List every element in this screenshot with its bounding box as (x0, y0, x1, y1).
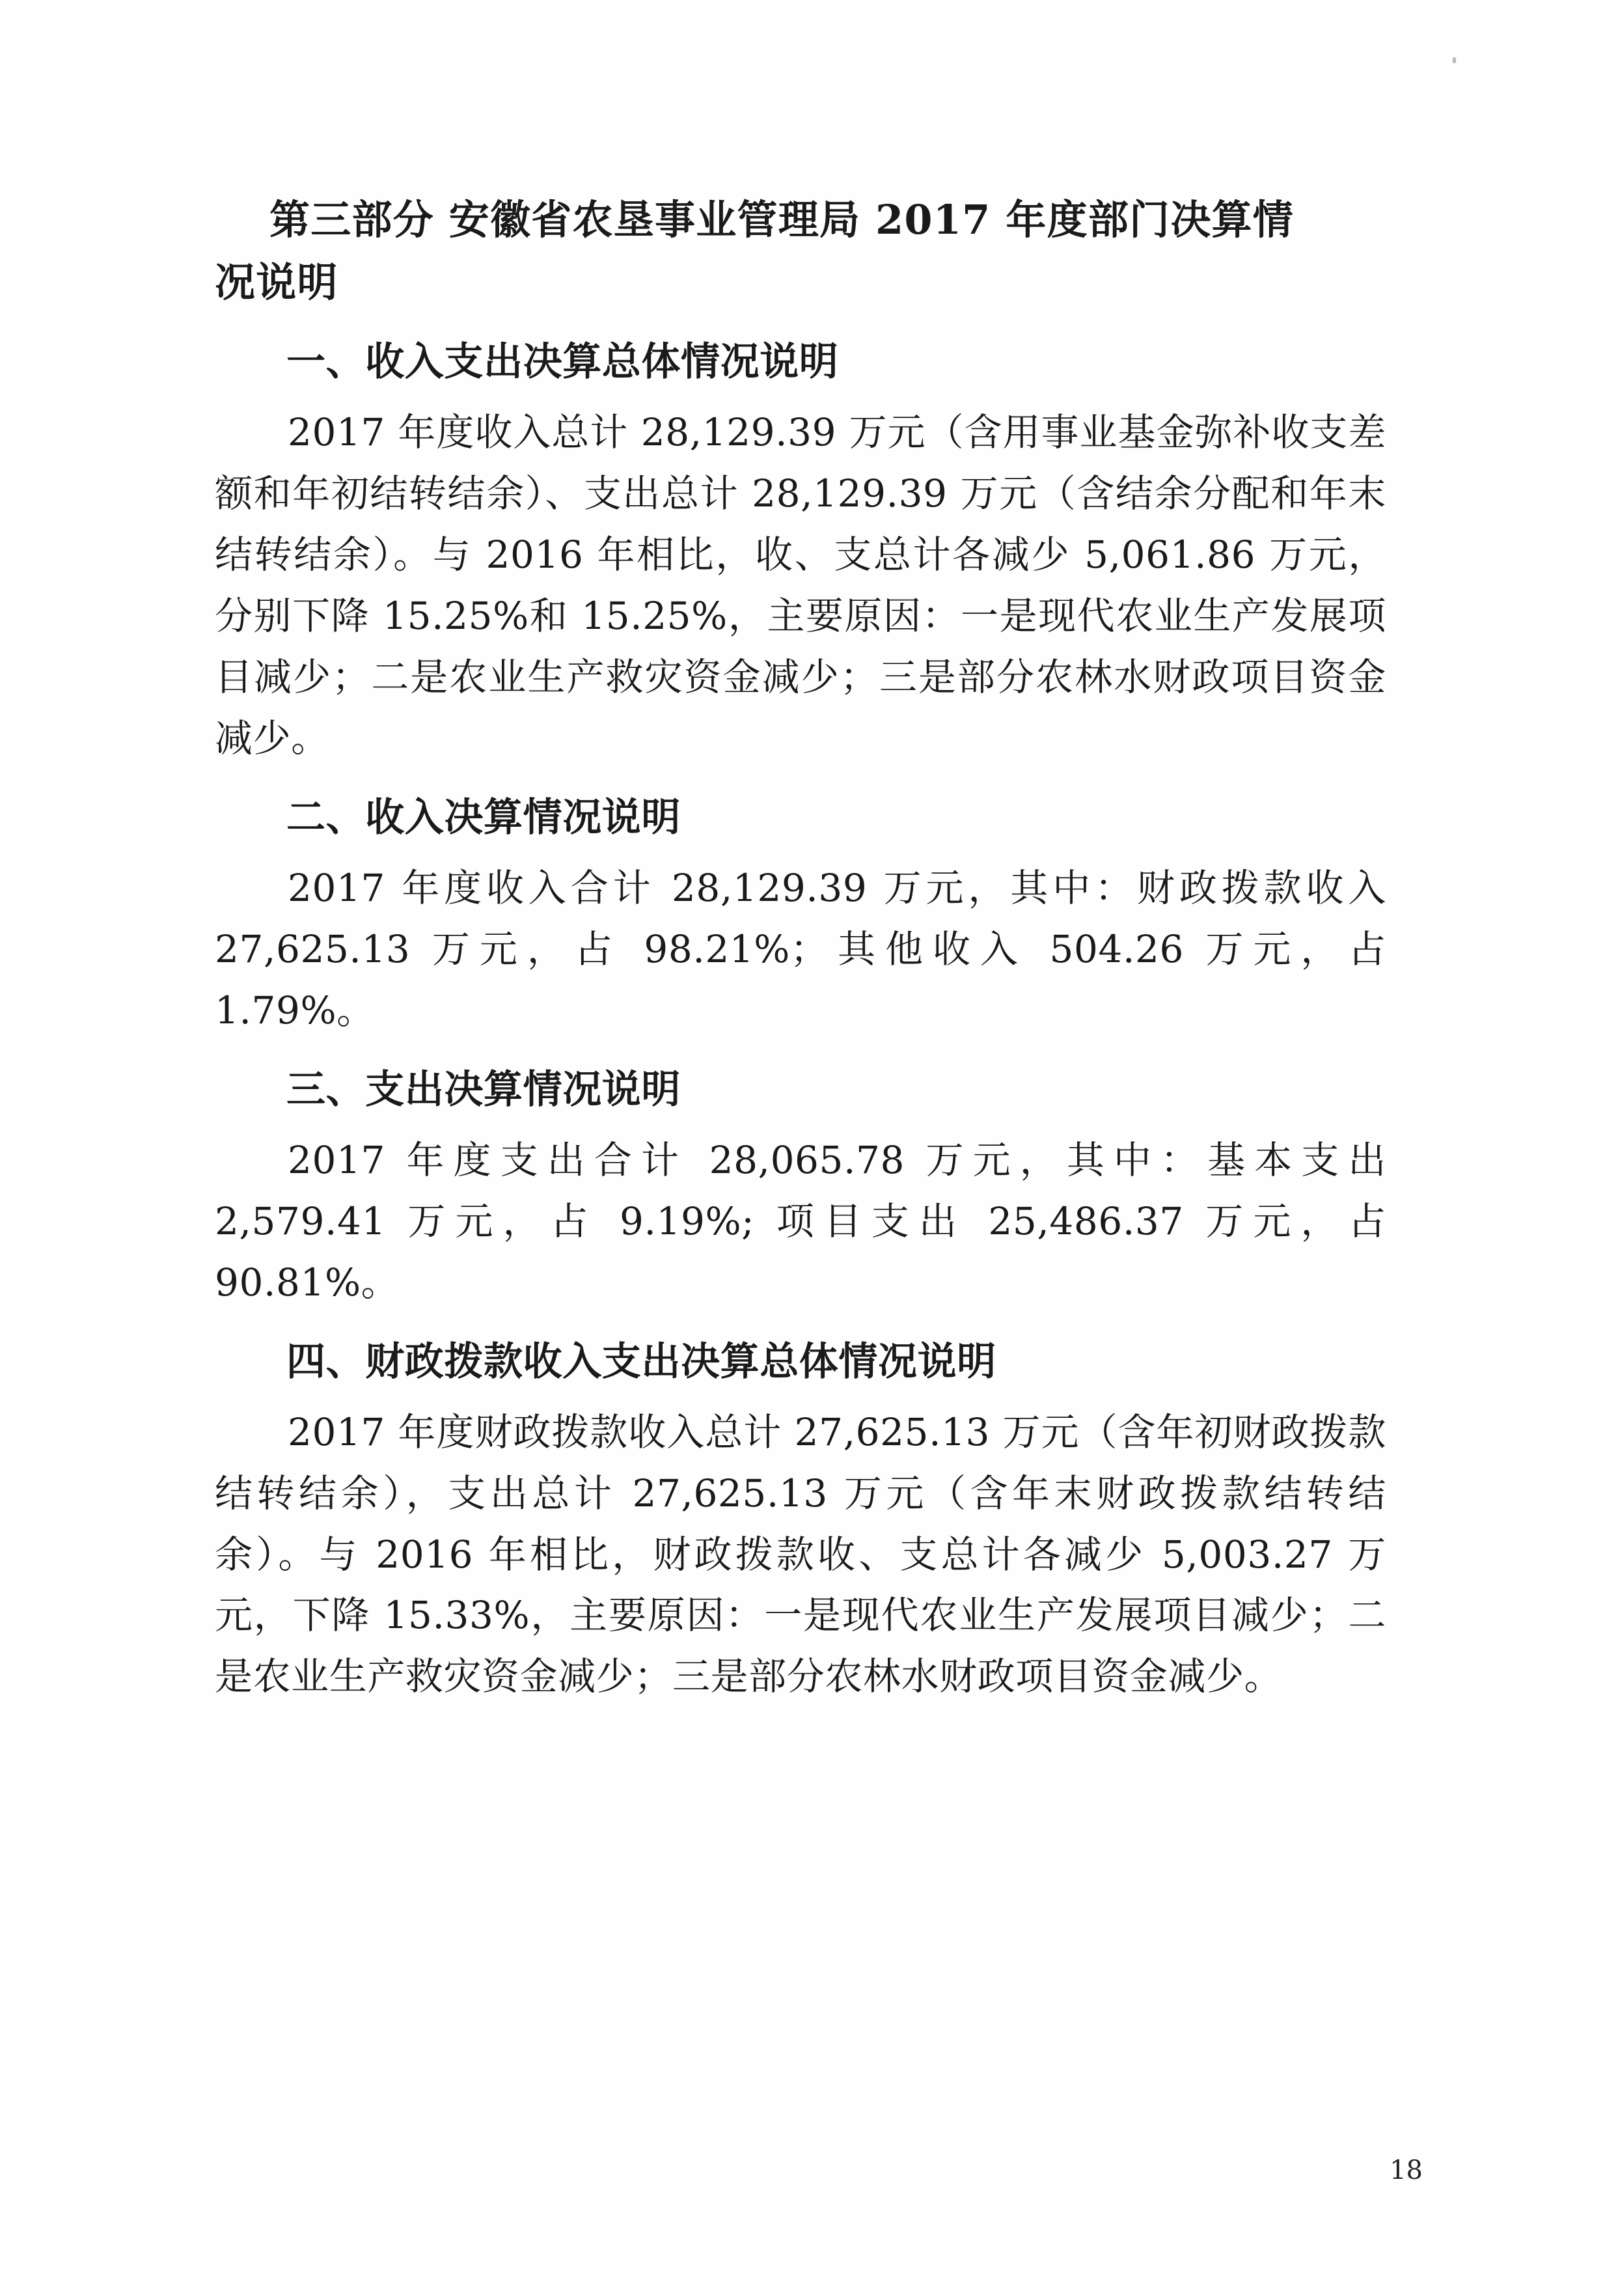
section-body-4: 2017 年度财政拨款收入总计 27,625.13 万元（含年初财政拨款结转结余），支出总计 27,625.13 万元（含年末财政拨款结转结余）。与 2016 年相比，财政拨款收、支总计各减少 5,003.27 万元，下降 15.33%，主要原因：一是现代农业生产发展项目减少；二是农业生产救灾资金减少；三是部分农林水财政项目资金减少。 (215, 1409, 1386, 1699)
section-heading-2: 二、收入决算情况说明 (286, 794, 681, 840)
section-body-3: 2017 年度支出合计 28,065.78 万元，其中：基本支出 2,579.41 万元，占 9.19%; 项目支出 25,486.37 万元，占 90.81%。 (215, 1137, 1386, 1305)
section-body-2: 2017 年度收入合计 28,129.39 万元，其中：财政拨款收入 27,625.13 万元，占 98.21%；其他收入 504.26 万元，占 1.79%。 (215, 865, 1386, 1032)
page-number: 18 (1390, 2155, 1423, 2185)
page-title (215, 189, 1386, 314)
page-title-line2: 况说明 (215, 258, 338, 307)
scan-speck (1453, 57, 1456, 63)
section-body-1: 2017 年度收入总计 28,129.39 万元（含用事业基金弥补收支差额和年初结转结余）、支出总计 28,129.39 万元（含结余分配和年末结转结余）。与 2016 年相比，收、支总计各减少 5,061.86 万元，分别下降 15.25%和 15.25%，主要原因：一是现代农业生产发展项目减少；二是农业生产救灾资金减少；三是部分农林水财政项目资金减少。 (215, 410, 1386, 760)
page-title-line1: 第三部分 安徽省农垦事业管理局 2017 年度部门决算情 (269, 196, 1295, 243)
section-heading-3: 三、支出决算情况说明 (286, 1066, 681, 1113)
document-body (215, 189, 1386, 1717)
section-heading-1: 一、收入支出决算总体情况说明 (286, 339, 839, 385)
section-heading-4: 四、财政拨款收入支出决算总体情况说明 (286, 1338, 996, 1385)
